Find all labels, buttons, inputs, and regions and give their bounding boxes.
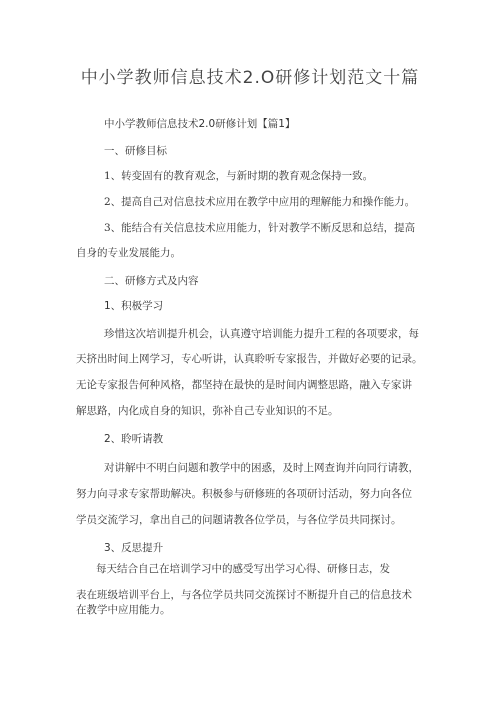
paragraph-learning-continued: 无论专家报告何种风格，都坚持在最快的是时间内调整思路，融入专家讲 [76,379,412,391]
paragraph-learning-continued: 解思路，内化成自身的知识，弥补自己专业知识的不足。 [76,405,339,417]
paragraph-reflection-continued: 在教学中应用能力。 [76,604,171,616]
goal-item-1: 1、转变固有的教育观念，与新时期的教育观念保持一致。 [104,170,374,182]
subsection-heading-reflection: 3、反思提升 [104,542,164,554]
subsection-heading-consulting: 2、聆听请教 [104,433,164,445]
paragraph-reflection-continued: 表在班级培训平台上，与各位学员共同交流探讨不断提升自己的信息技术 [76,589,412,601]
document-title: 中小学教师信息技术2.O研修计划范文十篇 [80,68,420,88]
section-heading-methods: 二、研修方式及内容 [104,275,199,287]
paragraph-reflection: 每天结合自己在培训学习中的感受写出学习心得、研修日志，发 [96,563,390,575]
paragraph-consulting-continued: 努力向寻求专家帮助解决。积极参与研修班的各项研讨活动，努力向各位 [76,488,412,500]
goal-item-2: 2、提高自己对信息技术应用在教学中应用的理解能力和操作能力。 [104,196,416,208]
paragraph-consulting-continued: 学员交流学习，拿出自己的问题请教各位学员，与各位学员共同探讨。 [76,514,402,526]
paragraph-learning: 珍惜这次培训提升机会，认真遵守培训能力提升工程的各项要求，每 [104,328,419,340]
paragraph-learning-continued: 天挤出时间上网学习，专心听讲，认真聆听专家报告，并做好必要的记录。 [76,353,423,365]
section-heading-goals: 一、研修目标 [104,145,167,157]
article-subtitle: 中小学教师信息技术2.0研修计划【篇1】 [104,118,296,130]
subsection-heading-learning: 1、积极学习 [104,300,164,312]
paragraph-consulting: 对讲解中不明白问题和教学中的困惑，及时上网查询并向同行请教， [104,462,419,474]
goal-item-3: 3、能结合有关信息技术应用能力，针对教学不断反思和总结，提高 [104,222,416,234]
goal-item-3-continued: 自身的专业发展能力。 [76,247,181,259]
